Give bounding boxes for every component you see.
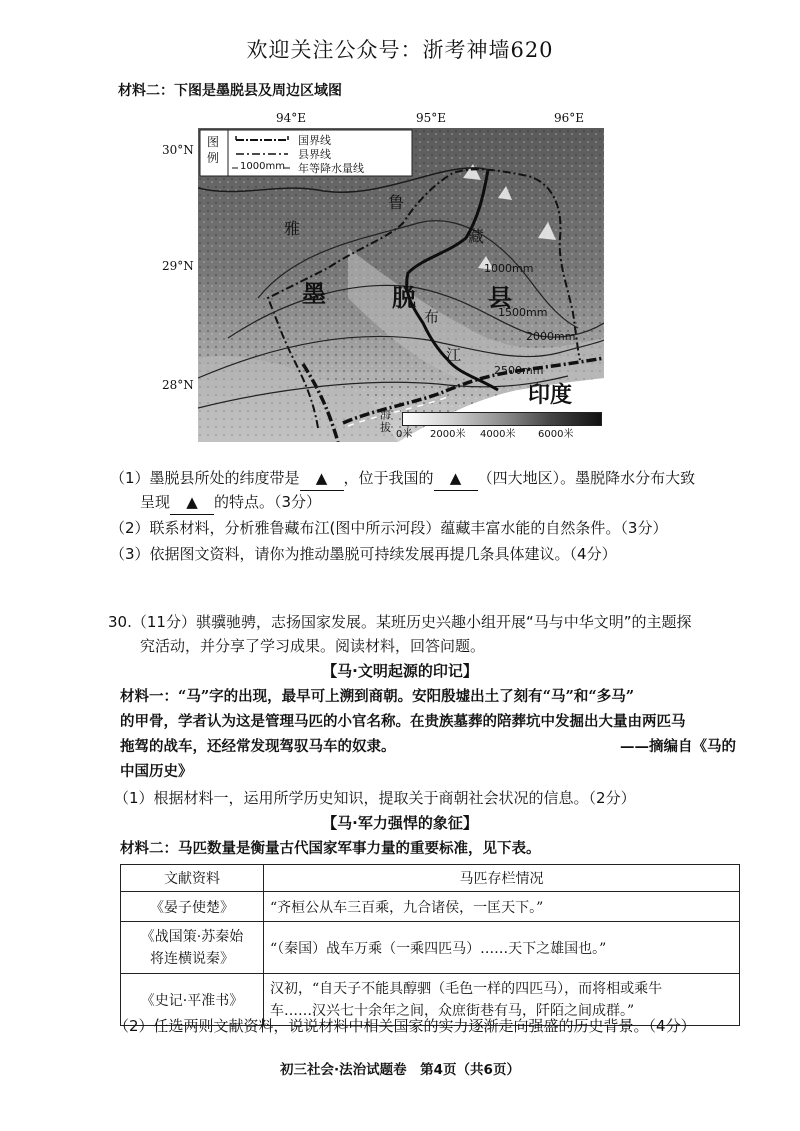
q30-intro-line1: 30.（11分）骐骥驰骋，志扬国家发展。某班历史兴趣小组开展“马与中华文明”的主题探 [108, 613, 692, 631]
table-cell-content-line2: 车……汉兴七十余年之间，众庶街巷有马，阡陌之间成群。” [270, 1002, 635, 1019]
lat-label-30: 30°N [162, 143, 194, 157]
table-cell-source: 《史记·平准书》 [121, 974, 264, 1026]
page-footer: 初三社会·法治试题卷 第4页（共6页） [280, 1062, 520, 1078]
legend-county-border: 县界线 [298, 148, 331, 161]
table-cell-content: “（秦国）战车万乘（一乘四匹马）……天下之雄国也。” [264, 922, 740, 974]
table-cell-content: “齐桓公从车三百乘，九合诸侯，一匡天下。” [264, 892, 740, 922]
label-india: 印度 [528, 383, 573, 408]
table-cell-content-line1: 汉初，“自天子不能具醇驷（毛色一样的四匹马），而将相或乘牛 [270, 980, 663, 997]
q30-question-1: （1）根据材料一，运用所学历史知识，提取关于商朝社会状况的信息。（2分） [114, 789, 636, 807]
lat-label-29: 29°N [162, 259, 194, 273]
isohyet-label-1000: 1000mm [484, 262, 534, 275]
geo-question-2: （2）联系材料，分析雅鲁藏布江(图中所示河段）蕴藏丰富水能的自然条件。（3分） [110, 519, 668, 537]
isohyet-label-2000: 2000mm [526, 330, 576, 343]
material-two-title: 材料二：下图是墨脱县及周边区域图 [118, 83, 342, 99]
isohyet-label-2500: 2500mm [494, 364, 544, 377]
legend-isohyet-tag: 1000mm [240, 161, 285, 172]
table-cell-source-line2: 将连横说秦》 [150, 950, 234, 967]
legend-label: 图例 [207, 135, 220, 165]
table-cell-source [121, 922, 264, 974]
material-one-source-b: 中国历史》 [120, 763, 193, 780]
q1-text-pre: （1）墨脱县所处的纬度带是 [110, 469, 300, 487]
table-header-content: 马匹存栏情况 [264, 865, 740, 892]
material-two-hist-intro: 材料二：马匹数量是衡量古代国家军事力量的重要标准，见下表。 [120, 840, 541, 857]
isohyet-label-1500: 1500mm [498, 306, 548, 319]
table-header-row [121, 865, 740, 892]
q1-blank-2: ▲ [434, 466, 478, 491]
label-jiang: 江 [446, 346, 462, 364]
lat-label-28: 28°N [162, 378, 194, 392]
q1-blank-3: ▲ [170, 490, 214, 515]
legend-isohyet: 年等降水量线 [298, 162, 364, 175]
page-header: 欢迎关注公众号：浙考神墙620 [246, 38, 554, 62]
label-zang: 藏 [468, 227, 485, 246]
lon-label-94: 94°E [276, 111, 307, 125]
table-cell-source-line1: 《战国策·苏秦始 [140, 928, 244, 945]
horse-records-table [120, 864, 740, 1026]
elevation-label: 海拔 [380, 408, 391, 434]
q30-question-2: （2）任选两则文献资料，说说材料中相关国家的实力逐渐走向强盛的历史背景。（4分） [114, 1017, 696, 1035]
geo-question-1 [110, 466, 750, 491]
q1-blank-1: ▲ [300, 466, 344, 491]
material-one-line1: 材料一：“马”字的出现，最早可上溯到商朝。安阳殷墟出土了刻有“马”和“多马” [120, 688, 635, 705]
elevation-tick-6000: 6000米 [538, 429, 574, 440]
q1-line2-post: 的特点。（3分） [214, 493, 322, 511]
material-one-line2: 的甲骨，学者认为这是管理马匹的小官名称。在贵族墓葬的陪葬坑中发掘出大量由两匹马 [120, 713, 686, 730]
material-one-line3: 拖驾的战车，还经常发现驾驭马车的奴隶。 [120, 738, 396, 755]
table-row [121, 922, 740, 974]
table-row [121, 892, 740, 922]
geo-question-1-line2 [140, 490, 740, 515]
legend-national-border: 国界线 [298, 134, 331, 147]
section-military-strength: 【马·军力强悍的象征】 [322, 814, 478, 832]
lon-label-95: 95°E [416, 111, 447, 125]
label-mo: 墨 [302, 280, 326, 308]
table-header-source: 文献资料 [121, 865, 264, 892]
material-one-source-a: ——摘编自《马的 [620, 738, 736, 755]
elevation-tick-0: 0米 [396, 429, 413, 440]
label-xian: 县 [488, 284, 512, 312]
section-civilization-origin: 【马·文明起源的印记】 [322, 662, 478, 680]
elevation-tick-2000: 2000米 [430, 429, 466, 440]
q1-text-post: （四大地区）。墨脱降水分布大致 [477, 469, 696, 487]
geo-question-3: （3）依据图文资料，请你为推动墨脱可持续发展再提几条具体建议。（4分） [110, 545, 617, 563]
label-tuo: 脱 [392, 284, 416, 312]
q1-line2-pre: 呈现 [140, 493, 171, 511]
label-ya: 雅 [284, 219, 301, 238]
q1-text-mid: ，位于我国的 [343, 469, 434, 487]
label-lu: 鲁 [388, 193, 405, 212]
label-bu: 布 [424, 308, 440, 326]
motuo-region-map [198, 128, 604, 442]
elevation-tick-4000: 4000米 [480, 429, 516, 440]
lon-label-96: 96°E [554, 111, 585, 125]
q30-intro-line2: 究活动，并分享了学习成果。阅读材料，回答问题。 [140, 637, 486, 655]
table-cell-source: 《晏子使楚》 [121, 892, 264, 922]
elevation-scale-bar [402, 412, 602, 426]
